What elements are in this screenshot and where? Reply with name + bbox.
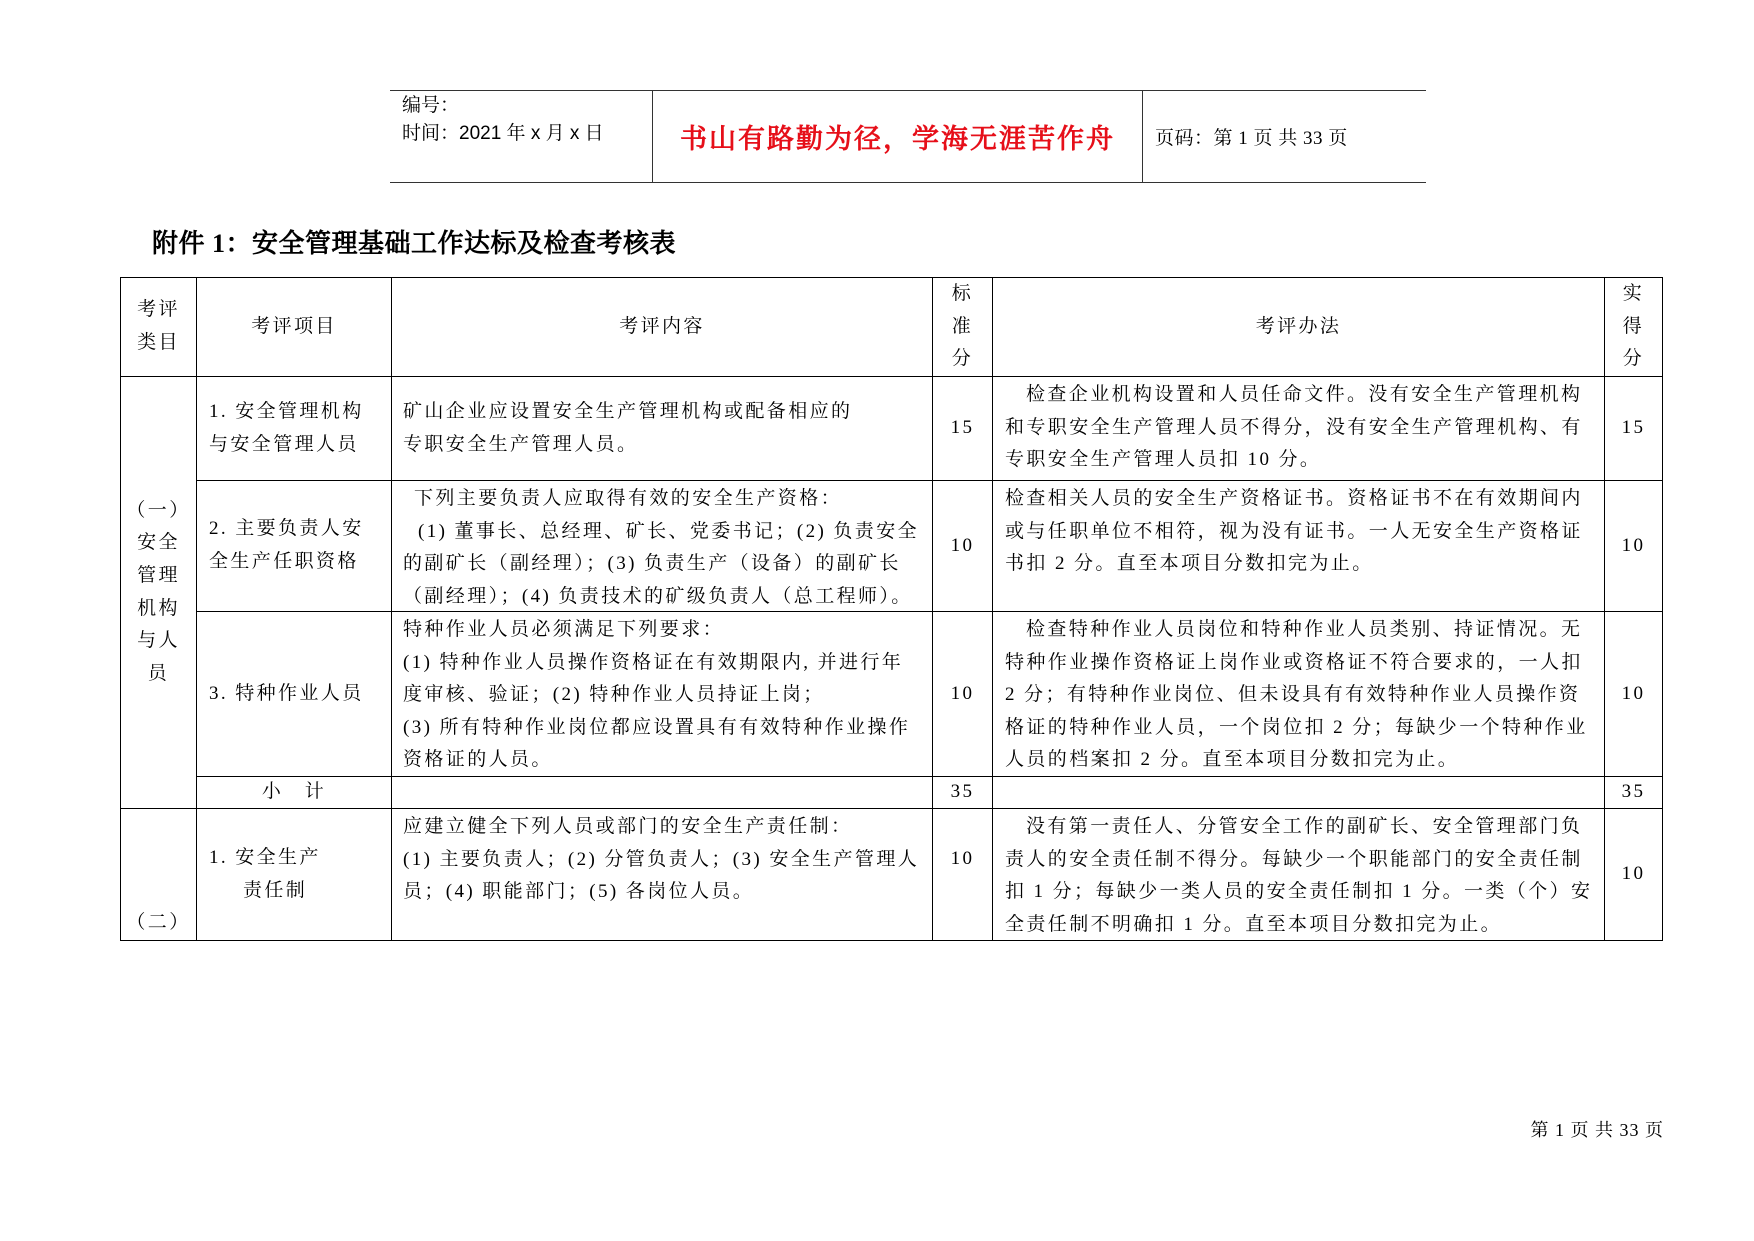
content-line: 专职安全生产管理人员。 bbox=[403, 433, 639, 455]
col-header-actual-char: 分 bbox=[1622, 348, 1645, 370]
method-line: 检查特种作业人员岗位和特种作业人员类别、持证情况。无 bbox=[1026, 619, 1583, 640]
method-line: 扣 1 分；每缺少一类人员的安全责任制扣 1 分。一类（个）安 bbox=[1005, 881, 1593, 903]
col-header-item-label: 考评项目 bbox=[251, 315, 337, 337]
method-line: 或与任职单位不相符，视为没有证书。一人无安全生产资格证 bbox=[1005, 520, 1583, 542]
content-cell bbox=[392, 377, 933, 481]
method-cell bbox=[993, 481, 1605, 612]
method-line: 和专职安全生产管理人员不得分，没有安全生产管理机构、有 bbox=[1005, 416, 1583, 438]
actual-score-cell bbox=[1605, 481, 1663, 612]
standard-score: 10 bbox=[950, 682, 975, 704]
content-line: 矿山企业应设置安全生产管理机构或配备相应的 bbox=[403, 400, 853, 422]
method-line: 人员的档案扣 2 分。直至本项目分数扣完为止。 bbox=[1005, 749, 1460, 771]
method-cell bbox=[993, 809, 1605, 941]
col-header-category-line: 考评 bbox=[137, 299, 180, 321]
category-line: 与人 bbox=[137, 630, 180, 652]
content-cell bbox=[392, 481, 933, 612]
content-line: (1) 主要负责人；(2) 分管负责人；(3) 安全生产管理人 bbox=[403, 848, 920, 870]
subtotal-standard-cell bbox=[933, 777, 993, 809]
assessment-table bbox=[120, 277, 1663, 941]
content-line: 下列主要负责人应取得有效的安全生产资格： bbox=[414, 488, 843, 509]
actual-score-cell bbox=[1605, 377, 1663, 481]
col-header-content-label: 考评内容 bbox=[619, 315, 705, 337]
col-header-actual-char: 得 bbox=[1622, 315, 1645, 337]
content-cell bbox=[392, 809, 933, 941]
method-line: 书扣 2 分。直至本项目分数扣完为止。 bbox=[1005, 553, 1374, 575]
actual-score-cell bbox=[1605, 809, 1663, 941]
standard-score: 10 bbox=[950, 534, 975, 556]
document-date: 时间：2021 年 x 月 x 日 bbox=[402, 123, 604, 144]
standard-score-cell bbox=[933, 809, 993, 941]
page-header bbox=[390, 90, 1426, 183]
content-line: 特种作业人员必须满足下列要求： bbox=[403, 619, 725, 640]
header-meta bbox=[390, 91, 653, 182]
content-line: 的副矿长（副经理）；(3) 负责生产（设备）的副矿长 bbox=[403, 553, 901, 575]
document-title: 附件 1：安全管理基础工作达标及检查考核表 bbox=[152, 229, 677, 258]
item-line: 责任制 bbox=[243, 879, 308, 901]
actual-score: 15 bbox=[1621, 417, 1646, 439]
document-number-label: 编号： bbox=[402, 95, 460, 116]
method-line: 检查企业机构设置和人员任命文件。没有安全生产管理机构 bbox=[1026, 384, 1583, 405]
item-line: 全生产任职资格 bbox=[209, 551, 359, 572]
page-footer: 第 1 页 共 33 页 bbox=[1530, 1120, 1664, 1140]
method-line: 全责任制不明确扣 1 分。直至本项目分数扣完为止。 bbox=[1005, 913, 1503, 935]
standard-score-cell bbox=[933, 377, 993, 481]
item-line: 1. 安全管理机构 bbox=[209, 400, 364, 422]
subtotal-empty-cell bbox=[392, 777, 933, 809]
header-motto-cell bbox=[653, 91, 1143, 182]
subtotal-actual: 35 bbox=[1621, 781, 1646, 803]
item-cell bbox=[197, 612, 392, 777]
col-header-method-label: 考评办法 bbox=[1255, 315, 1342, 337]
method-line: 格证的特种作业人员，一个岗位扣 2 分；每缺少一个特种作业 bbox=[1005, 716, 1588, 738]
content-line: 度审核、验证；(2) 特种作业人员持证上岗； bbox=[403, 684, 825, 706]
content-line: (1) 特种作业人员操作资格证在有效期限内, 并进行年 bbox=[403, 651, 904, 673]
item-cell bbox=[197, 377, 392, 481]
col-header-method bbox=[993, 278, 1605, 377]
category-line: 管理 bbox=[137, 564, 180, 586]
item-line: 3. 特种作业人员 bbox=[209, 682, 364, 704]
item-line: 2. 主要负责人安 bbox=[209, 518, 364, 540]
subtotal-standard: 35 bbox=[950, 781, 975, 803]
actual-score: 10 bbox=[1621, 682, 1646, 704]
item-cell bbox=[197, 481, 392, 612]
method-cell bbox=[993, 612, 1605, 777]
category-line: 机构 bbox=[137, 597, 180, 619]
col-header-actual bbox=[1605, 278, 1663, 377]
method-line: 特种作业操作资格证上岗作业或资格证不符合要求的，一人扣 bbox=[1005, 651, 1583, 673]
item-line: 与安全管理人员 bbox=[209, 433, 359, 455]
content-line: 应建立健全下列人员或部门的安全生产责任制： bbox=[403, 816, 853, 837]
col-header-content bbox=[392, 278, 933, 377]
content-line: (3) 所有特种作业岗位都应设置具有有效特种作业操作 bbox=[403, 716, 911, 738]
method-line: 专职安全生产管理人员扣 10 分。 bbox=[1005, 449, 1322, 471]
col-header-standard-char: 准 bbox=[951, 315, 974, 337]
content-line: (1) 董事长、总经理、矿长、党委书记；(2) 负责安全 bbox=[418, 520, 920, 542]
method-line: 没有第一责任人、分管安全工作的副矿长、安全管理部门负 bbox=[1026, 816, 1583, 837]
col-header-actual-char: 实 bbox=[1622, 283, 1645, 305]
category-line: （二） bbox=[126, 912, 191, 934]
header-page-number: 页码：第 1 页 共 33 页 bbox=[1155, 128, 1348, 149]
method-line: 检查相关人员的安全生产资格证书。资格证书不在有效期间内 bbox=[1005, 488, 1583, 509]
actual-score: 10 bbox=[1621, 534, 1646, 556]
col-header-standard-char: 标 bbox=[951, 283, 974, 305]
standard-score-cell bbox=[933, 612, 993, 777]
method-line: 2 分；有特种作业岗位、但未设具有有效特种作业人员操作资 bbox=[1005, 684, 1581, 706]
col-header-category bbox=[121, 278, 197, 377]
subtotal-label: 小 计 bbox=[261, 781, 327, 803]
category-line: （一） bbox=[126, 499, 191, 521]
header-page-cell bbox=[1143, 91, 1426, 182]
category-line: 安全 bbox=[137, 532, 180, 554]
subtotal-label-cell bbox=[197, 777, 392, 809]
category-cell bbox=[121, 809, 197, 941]
standard-score: 10 bbox=[950, 848, 975, 869]
standard-score: 15 bbox=[950, 417, 975, 439]
category-line: 员 bbox=[147, 662, 170, 684]
content-line: 资格证的人员。 bbox=[403, 749, 553, 771]
item-line: 1. 安全生产 bbox=[209, 846, 321, 868]
actual-score-cell bbox=[1605, 612, 1663, 777]
actual-score: 10 bbox=[1621, 863, 1646, 885]
content-line: （副经理）；(4) 负责技术的矿级负责人（总工程师）。 bbox=[403, 585, 913, 607]
standard-score-cell bbox=[933, 481, 993, 612]
method-line: 责人的安全责任制不得分。每缺少一个职能部门的安全责任制 bbox=[1005, 848, 1583, 870]
content-line: 员；(4) 职能部门；(5) 各岗位人员。 bbox=[403, 881, 755, 903]
subtotal-actual-cell bbox=[1605, 777, 1663, 809]
subtotal-empty-cell bbox=[993, 777, 1605, 809]
header-motto: 书山有路勤为径，学海无涯苦作舟 bbox=[680, 124, 1115, 155]
item-cell bbox=[197, 809, 392, 941]
category-cell bbox=[121, 377, 197, 809]
col-header-category-line: 类目 bbox=[137, 332, 180, 353]
method-cell bbox=[993, 377, 1605, 481]
col-header-item bbox=[197, 278, 392, 377]
col-header-standard bbox=[933, 278, 993, 377]
content-cell bbox=[392, 612, 933, 777]
col-header-standard-char: 分 bbox=[951, 348, 974, 370]
